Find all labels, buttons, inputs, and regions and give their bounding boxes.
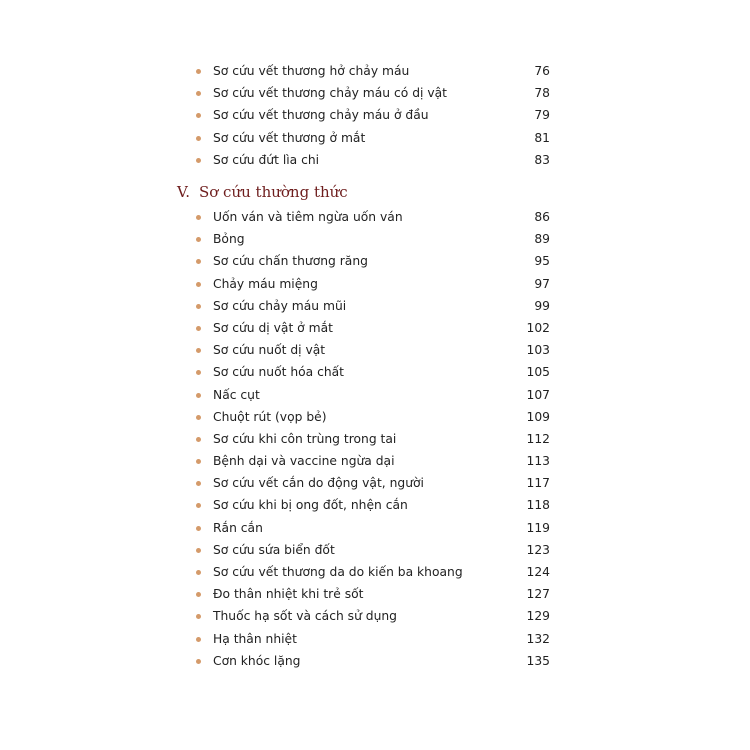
bullet-icon xyxy=(196,158,201,163)
bullet-icon xyxy=(196,614,201,619)
toc-entry xyxy=(0,127,750,149)
bullet-icon xyxy=(196,437,201,442)
toc-entry-title: Sơ cứu vết thương ở mắt xyxy=(213,130,366,145)
toc-entry xyxy=(0,583,750,605)
toc-entry-title: Chuột rút (vọp bẻ) xyxy=(213,409,327,424)
toc-entry-page-number: 79 xyxy=(534,108,550,123)
bullet-icon xyxy=(196,481,201,486)
toc-entry xyxy=(0,317,750,339)
toc-entry-title: Cơn khóc lặng xyxy=(213,653,301,668)
bullet-icon xyxy=(196,215,201,220)
toc-entry-title: Sơ cứu nuốt hóa chất xyxy=(213,365,345,380)
toc-entry-title: Sơ cứu vết thương chảy máu ở đầu xyxy=(213,108,429,123)
toc-entry-page-number: 112 xyxy=(526,431,550,446)
toc-entry xyxy=(0,206,750,228)
toc-entry-title: Sơ cứu chảy máu mũi xyxy=(213,298,347,313)
toc-entry-title: Sơ cứu vết cắn do động vật, người xyxy=(213,476,424,491)
toc-entry-title: Bỏng xyxy=(213,232,245,247)
toc-entry xyxy=(0,339,750,361)
toc-entry xyxy=(0,104,750,126)
toc-entry-page-number: 129 xyxy=(526,609,550,624)
toc-entry xyxy=(0,250,750,272)
toc-entry xyxy=(0,406,750,428)
toc-entry xyxy=(0,517,750,539)
toc-entry-title: Chảy máu miệng xyxy=(213,276,318,291)
toc-entry-title: Sơ cứu khi côn trùng trong tai xyxy=(213,431,397,446)
toc-entry-title: Thuốc hạ sốt và cách sử dụng xyxy=(213,609,397,624)
bullet-icon xyxy=(196,304,201,309)
toc-entry-page-number: 105 xyxy=(526,365,550,380)
toc-entry-title: Sơ cứu chấn thương răng xyxy=(213,254,368,269)
bullet-icon xyxy=(196,91,201,96)
toc-list xyxy=(0,60,750,171)
toc-entry-page-number: 132 xyxy=(526,631,550,646)
bullet-icon xyxy=(196,348,201,353)
toc-entry-page-number: 109 xyxy=(526,409,550,424)
toc-entry-title: Rắn cắn xyxy=(213,520,263,535)
toc-entry-page-number: 78 xyxy=(534,86,550,101)
bullet-icon xyxy=(196,113,201,118)
bullet-icon xyxy=(196,548,201,553)
toc-entry-title: Nấc cụt xyxy=(213,387,260,402)
bullet-icon xyxy=(196,136,201,141)
toc-entry-title: Bệnh dại và vaccine ngừa dại xyxy=(213,454,395,469)
toc-entry-page-number: 86 xyxy=(534,210,550,224)
toc-entry-page-number: 123 xyxy=(526,542,550,557)
bullet-icon xyxy=(196,526,201,531)
bullet-icon xyxy=(196,415,201,420)
section-title: Sơ cứu thường thức xyxy=(198,183,348,201)
bullet-icon xyxy=(196,370,201,375)
bullet-icon xyxy=(196,592,201,597)
toc-entry-title: Sơ cứu sứa biển đốt xyxy=(213,542,335,557)
toc-entry-page-number: 118 xyxy=(526,498,550,513)
section-heading xyxy=(177,178,750,206)
toc-entry xyxy=(0,561,750,583)
bullet-icon xyxy=(196,282,201,287)
toc-entry xyxy=(0,494,750,516)
toc-entry xyxy=(0,605,750,627)
toc-entry xyxy=(0,295,750,317)
section-number: V. xyxy=(177,183,190,201)
toc-entry-page-number: 135 xyxy=(526,653,550,668)
toc-entry-page-number: 119 xyxy=(526,520,550,535)
toc-entry-title: Sơ cứu vết thương hở chảy máu xyxy=(213,64,410,78)
toc-entry xyxy=(0,60,750,82)
toc-entry xyxy=(0,82,750,104)
bullet-icon xyxy=(196,503,201,508)
toc-entry-page-number: 102 xyxy=(526,320,550,335)
toc-entry-title: Đo thân nhiệt khi trẻ sốt xyxy=(213,587,364,602)
toc-entry xyxy=(0,628,750,650)
bullet-icon xyxy=(196,637,201,642)
toc-entry xyxy=(0,273,750,295)
toc-entry xyxy=(0,539,750,561)
bullet-icon xyxy=(196,659,201,664)
bullet-icon xyxy=(196,259,201,264)
toc-entry-title: Sơ cứu vết thương chảy máu có dị vật xyxy=(213,86,447,101)
toc-entry-page-number: 113 xyxy=(526,454,550,469)
toc-entry-page-number: 76 xyxy=(534,64,550,78)
toc-section-continued xyxy=(0,60,750,171)
toc-entry-page-number: 127 xyxy=(526,587,550,602)
toc-entry xyxy=(0,428,750,450)
toc-entry xyxy=(0,361,750,383)
toc-entry-page-number: 124 xyxy=(526,565,550,579)
toc-entry-page-number: 97 xyxy=(534,276,550,291)
toc-entry-title: Sơ cứu nuốt dị vật xyxy=(213,343,326,358)
toc-entry-page-number: 89 xyxy=(534,232,550,247)
toc-entry-title: Sơ cứu khi bị ong đốt, nhện cắn xyxy=(213,498,408,513)
bullet-icon xyxy=(196,237,201,242)
toc-entry-title: Sơ cứu đứt lìa chi xyxy=(213,152,320,167)
toc-entry-page-number: 103 xyxy=(526,343,550,358)
toc-entry-page-number: 99 xyxy=(534,298,550,313)
bullet-icon xyxy=(196,459,201,464)
toc-entry xyxy=(0,650,750,672)
toc-entry-title: Uốn ván và tiêm ngừa uốn ván xyxy=(213,210,403,224)
toc-entry xyxy=(0,450,750,472)
toc-entry-title: Sơ cứu vết thương da do kiến ba khoang xyxy=(213,565,463,579)
bullet-icon xyxy=(196,570,201,575)
toc-entry-title: Hạ thân nhiệt xyxy=(213,631,297,646)
toc-section-v xyxy=(0,178,750,672)
toc-entry xyxy=(0,472,750,494)
bullet-icon xyxy=(196,69,201,74)
bullet-icon xyxy=(196,326,201,331)
toc-entry-page-number: 107 xyxy=(526,387,550,402)
toc-list xyxy=(0,206,750,672)
toc-entry-page-number: 83 xyxy=(534,152,550,167)
bullet-icon xyxy=(196,393,201,398)
toc-entry-page-number: 95 xyxy=(534,254,550,269)
toc-entry-page-number: 117 xyxy=(526,476,550,491)
toc-entry-title: Sơ cứu dị vật ở mắt xyxy=(213,320,333,335)
toc-entry xyxy=(0,149,750,171)
toc-entry xyxy=(0,228,750,250)
toc-entry xyxy=(0,384,750,406)
toc-entry-page-number: 81 xyxy=(534,130,550,145)
